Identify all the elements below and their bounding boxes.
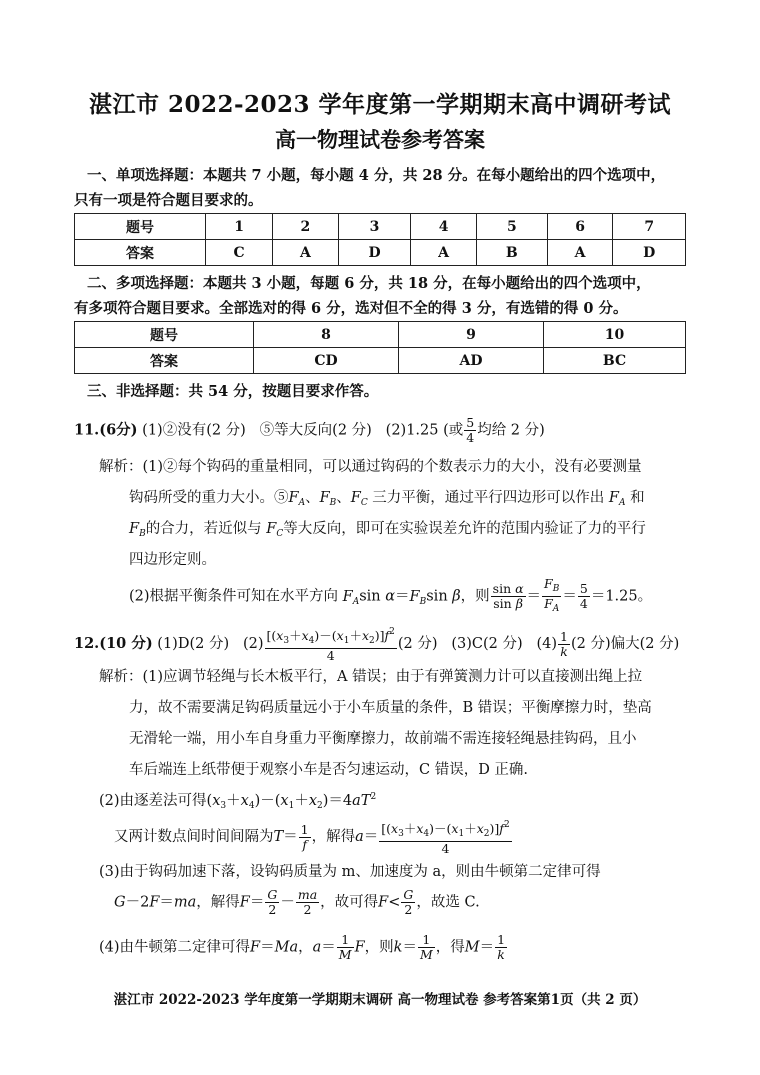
answer-cell: A (547, 240, 613, 266)
q12-explanation-line5: (2)由逐差法可得$(x_3+x_4)-(x_1+x_2)=4aT^2$ (99, 792, 377, 811)
table-answer-label: 答案 (75, 240, 206, 266)
q12-answer-1: (1)D(2 分) (157, 636, 230, 652)
multiple-choice-answer-table (74, 321, 686, 374)
answer-cell: A (273, 240, 339, 266)
q12-explanation-line3: 无滑轮一端，用小车自身重力平衡摩擦力，故前端不需连接轻绳悬挂钩码，且小 (129, 731, 637, 747)
q12-explanation-line8: G－2F＝ma，解得F＝ $\frac{G}{2}$ － $\frac{ma}{2}$ ，故可得F< $\frac{G}{2}$ ，故选 C. (114, 887, 480, 917)
answer-cell: AD (399, 348, 544, 374)
q12-explanation-line4: 车后端连上纸带便于观察小车是否匀速运动，C 错误，D 正确. (129, 762, 529, 778)
q12-explanation-line6: 又两计数点间时间间隔为T＝ $\frac{1}{f}$ ，解得a＝ $\frac{[(x_3+x_4)-(x_1+x_2)]f^2}{4}$ (114, 820, 510, 856)
fraction: $\frac{5}{4}$ (466, 415, 475, 445)
question-number: 5 (476, 214, 547, 240)
answer-cell: B (476, 240, 547, 266)
document-title: 湛江市 2022-2023 学年度第一学期期末高中调研考试 (88, 91, 672, 118)
question-number: 7 (613, 214, 686, 240)
q12-explanation-line2: 力，故不需要满足钩码质量远小于小车质量的条件，B 错误；平衡摩擦力时，垫高 (129, 700, 652, 716)
section2-heading-line2: 有多项符合题目要求。全部选对的得 6 分，选对但不全的得 3 分，有选错的得 0 分。 (74, 300, 628, 317)
document-subtitle: 高一物理试卷参考答案 (275, 127, 485, 152)
q11-label: 11.(6分) (74, 421, 138, 439)
q11-answer-line (74, 416, 545, 445)
answer-cell: A (411, 240, 477, 266)
q11-explanation-line3: $F_B$的合力，若近似与 $F_C$等大反向，即可在实验误差允许的范围内验证了力的平行 (129, 521, 646, 539)
single-choice-answer-table (74, 213, 686, 266)
question-number: 10 (544, 322, 686, 348)
section3-heading: 三、非选择题：共 54 分，按题目要求作答。 (87, 383, 379, 400)
fraction: $\frac{1}{k}$ (560, 628, 568, 659)
question-number: 2 (273, 214, 339, 240)
answer-cell: D (338, 240, 411, 266)
q11-answer-2: ⑤等大反向(2 分) (259, 422, 372, 439)
section2-heading-line1: 二、多项选择题：本题共 3 小题，每题 6 分，共 18 分，在每小题给出的四个选项中， (87, 275, 651, 292)
question-number: 8 (254, 322, 399, 348)
q12-explanation-line7: (3)由于钩码加速下落，设钩码质量为 m、加速度为 a，则由牛顿第二定律可得 (99, 864, 601, 880)
fraction: $\frac{[(x_3+x_4)-(x_1+x_2)]f^2}{4}$ (266, 627, 395, 663)
answer-cell: CD (254, 348, 399, 374)
table-header-label: 题号 (75, 322, 254, 348)
section1-heading-line1: 一、单项选择题：本题共 7 小题，每小题 4 分，共 28 分。在每小题给出的四个选项中， (87, 167, 666, 184)
question-number: 9 (399, 322, 544, 348)
q12-explanation-line9: (4)由牛顿第二定律可得F＝Ma，a＝ $\frac{1}{M}$ F，则k＝ $\frac{1}{M}$ ，得M＝ $\frac{1}{k}$ (99, 932, 506, 962)
q11-explanation-line4: 四边形定则。 (129, 552, 216, 568)
section1-heading-line2: 只有一项是符合题目要求的。 (74, 192, 263, 209)
q12-answer-line: 12.(10 分) (1)D(2 分) (2) $\frac{[(x_3+x_4)-(x_1+x_2)]f^2}{4}$ (2 分) (3)C(2 分) (4) $\frac{1}{k}$ (2 分)偏大(2 分) (74, 627, 680, 663)
q12-answer-3: (3)C(2 分) (451, 636, 523, 652)
q11-answer-3: (2)1.25 (或 (385, 422, 464, 439)
q11-explanation-line2: 钩码所受的重力大小。$⑤F_A$、$F_B$、$F_C$ 三力平衡，通过平行四边形可以作出 $F_A$ 和 (129, 490, 645, 508)
q12-explanation-line1: 解析：(1)应调节轻绳与长木板平行，A 错误；由于有弹簧测力计可以直接测出绳上拉 (99, 669, 643, 685)
q11-explanation-line5: (2)根据平衡条件可知在水平方向 $F_A\sin$ $\alpha=F_B\sin$ β，则 $\frac{\text{sin α}}{\text{sin β}}$ ＝ $\frac{F_B}{F_A}$ ＝ $\frac{5}{4}$ ＝1.25。 (129, 576, 653, 614)
table-answer-label: 答案 (75, 348, 254, 374)
answer-cell: D (613, 240, 686, 266)
q11-explanation-line1: 解析：(1)②每个钩码的重量相同，可以通过钩码的个数表示力的大小，没有必要测量 (99, 459, 642, 475)
question-number: 3 (338, 214, 411, 240)
q12-label: 12.(10 分) (74, 635, 153, 652)
answer-cell: C (206, 240, 273, 266)
page-footer: 湛江市 2022-2023 学年度第一学期期末调研 高一物理试卷 参考答案第1页（共 2 页） (113, 992, 647, 1008)
q11-answer-1: (1)②没有(2 分) (142, 422, 246, 439)
question-number: 1 (206, 214, 273, 240)
table-header-label: 题号 (75, 214, 206, 240)
question-number: 4 (411, 214, 477, 240)
q11-answer-3-tail: 均给 2 分) (477, 422, 545, 439)
question-number: 6 (547, 214, 613, 240)
answer-cell: BC (544, 348, 686, 374)
